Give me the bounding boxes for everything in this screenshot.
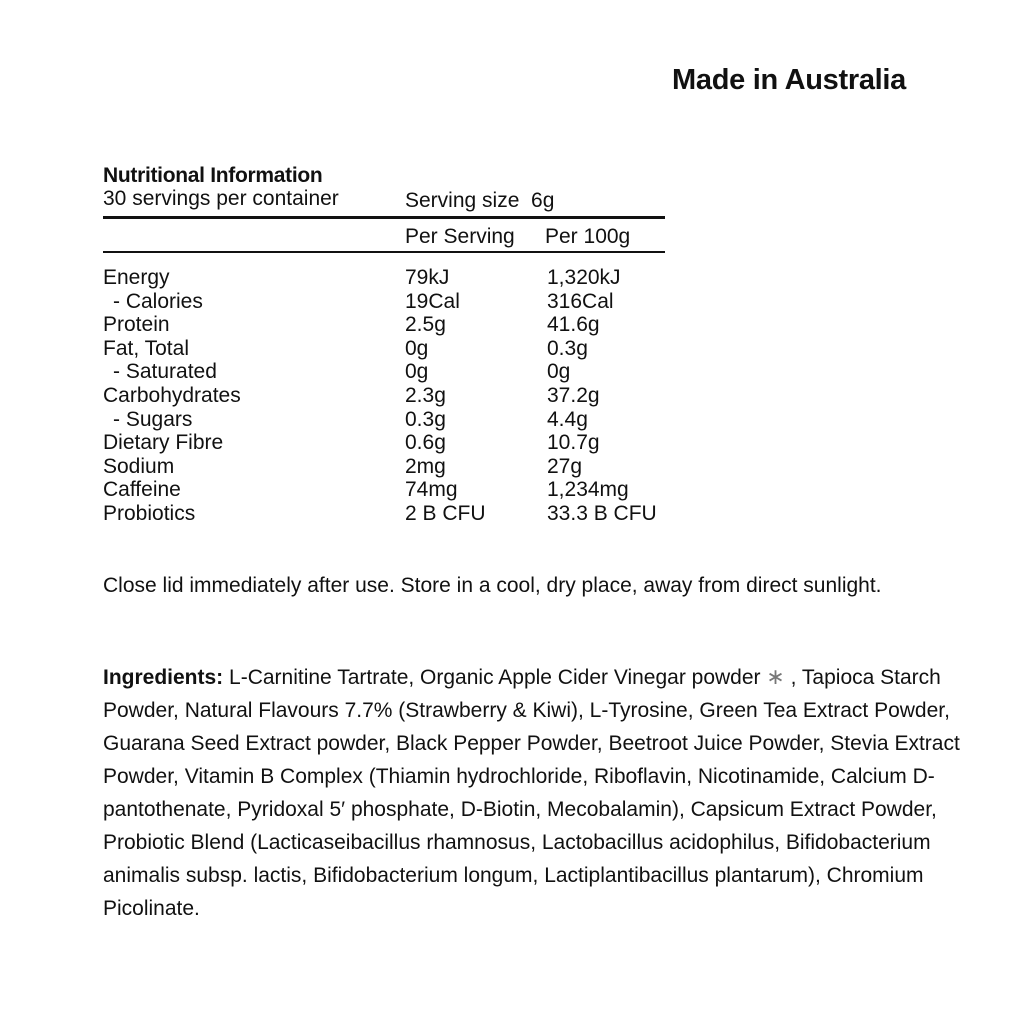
nutrition-panel	[103, 164, 665, 526]
nutrient-name: Probiotics	[103, 501, 196, 525]
nutrient-per-serving: 2 B CFU	[405, 501, 486, 525]
nutrition-row	[103, 384, 665, 408]
nutrient-name: Carbohydrates	[103, 383, 241, 407]
ingredients-label: Ingredients:	[103, 666, 224, 689]
nutrition-row	[103, 290, 665, 314]
asterisk-icon: ∗	[766, 664, 785, 689]
made-in-australia-heading: Made in Australia	[672, 64, 906, 96]
serving-size: Serving size 6g	[405, 189, 555, 212]
nutrient-per-serving: 0.6g	[405, 431, 446, 455]
nutrition-title: Nutritional Information	[103, 164, 323, 187]
nutrient-per-100g: 1,320kJ	[547, 266, 621, 289]
nutrient-per-serving: 2.3g	[405, 383, 446, 407]
col-header-per-serving: Per Serving	[405, 225, 515, 248]
nutrition-row	[103, 360, 665, 384]
nutrient-per-100g: 27g	[547, 454, 583, 478]
nutrition-row	[103, 266, 665, 290]
ingredients-paragraph	[103, 660, 963, 925]
nutrition-row	[103, 313, 665, 337]
nutrition-row	[103, 455, 665, 479]
nutrition-row	[103, 431, 665, 455]
nutrient-per-100g: 10.7g	[547, 431, 600, 455]
nutrient-name: Fat, Total	[103, 336, 189, 360]
nutrient-name: - Sugars	[113, 407, 193, 431]
nutrition-row	[103, 502, 665, 526]
nutrient-name: Protein	[103, 313, 170, 337]
nutrient-per-100g: 41.6g	[547, 313, 600, 337]
nutrition-row	[103, 408, 665, 432]
ingredients-text-part1: L-Carnitine Tartrate, Organic Apple Cider Vinegar powder	[223, 666, 767, 689]
nutrient-per-serving: 2.5g	[405, 313, 446, 337]
storage-instructions: Close lid immediately after use. Store in a cool, dry place, away from direct sunlight.	[103, 574, 882, 597]
nutrient-name: Sodium	[103, 454, 175, 478]
nutrient-per-100g: 316Cal	[547, 289, 614, 313]
nutrient-per-100g: 37.2g	[547, 383, 600, 407]
table-header-row	[103, 219, 665, 251]
nutrient-name: Caffeine	[103, 478, 181, 502]
nutrient-name: Energy	[103, 266, 170, 289]
nutrient-per-100g: 33.3 B CFU	[547, 501, 657, 525]
servings-per-container: 30 servings per container	[103, 187, 339, 210]
serving-info-row	[103, 188, 665, 216]
nutrient-per-100g: 0g	[547, 360, 571, 384]
col-header-per-100g: Per 100g	[545, 225, 631, 248]
nutrient-per-serving: 19Cal	[405, 289, 460, 313]
nutrient-per-serving: 0g	[405, 336, 429, 360]
nutrient-name: Dietary Fibre	[103, 431, 224, 455]
nutrient-per-100g: 1,234mg	[547, 478, 629, 502]
nutrient-per-serving: 0.3g	[405, 407, 446, 431]
nutrient-name: - Calories	[113, 289, 203, 313]
nutrient-per-serving: 74mg	[405, 478, 458, 502]
nutrient-per-100g: 0.3g	[547, 336, 588, 360]
nutrition-row	[103, 337, 665, 361]
nutrient-per-serving: 79kJ	[405, 266, 450, 289]
nutrient-per-serving: 0g	[405, 360, 429, 384]
nutrition-row	[103, 478, 665, 502]
nutrient-per-100g: 4.4g	[547, 407, 588, 431]
ingredients-text-part2: , Tapioca Starch Powder, Natural Flavours 7.7% (Strawberry & Kiwi), L-Tyrosine, Green Tea Extract Powder, Guarana Seed Extract powder, Black Pepper Powder, Beetroot Juice Powder, Stevia Extract Powder, Vitamin B Complex (Thiamin hydrochloride, Riboflavin, Nicotinamide, Calcium D-pantothenate, Pyridoxal 5′ phosphate, D-Biotin, Mecobalamin), Capsicum Extract Powder, Probiotic Blend (Lacticaseibacillus rhamnosus, Lactobacillus acidophilus, Bifidobacterium animalis subsp. lactis, Bifidobacterium longum, Lactiplantibacillus plantarum), Chromium Picolinate.	[103, 666, 960, 920]
nutrient-name: - Saturated	[113, 360, 217, 384]
nutrition-rows	[103, 266, 665, 526]
nutrient-per-serving: 2mg	[405, 454, 446, 478]
